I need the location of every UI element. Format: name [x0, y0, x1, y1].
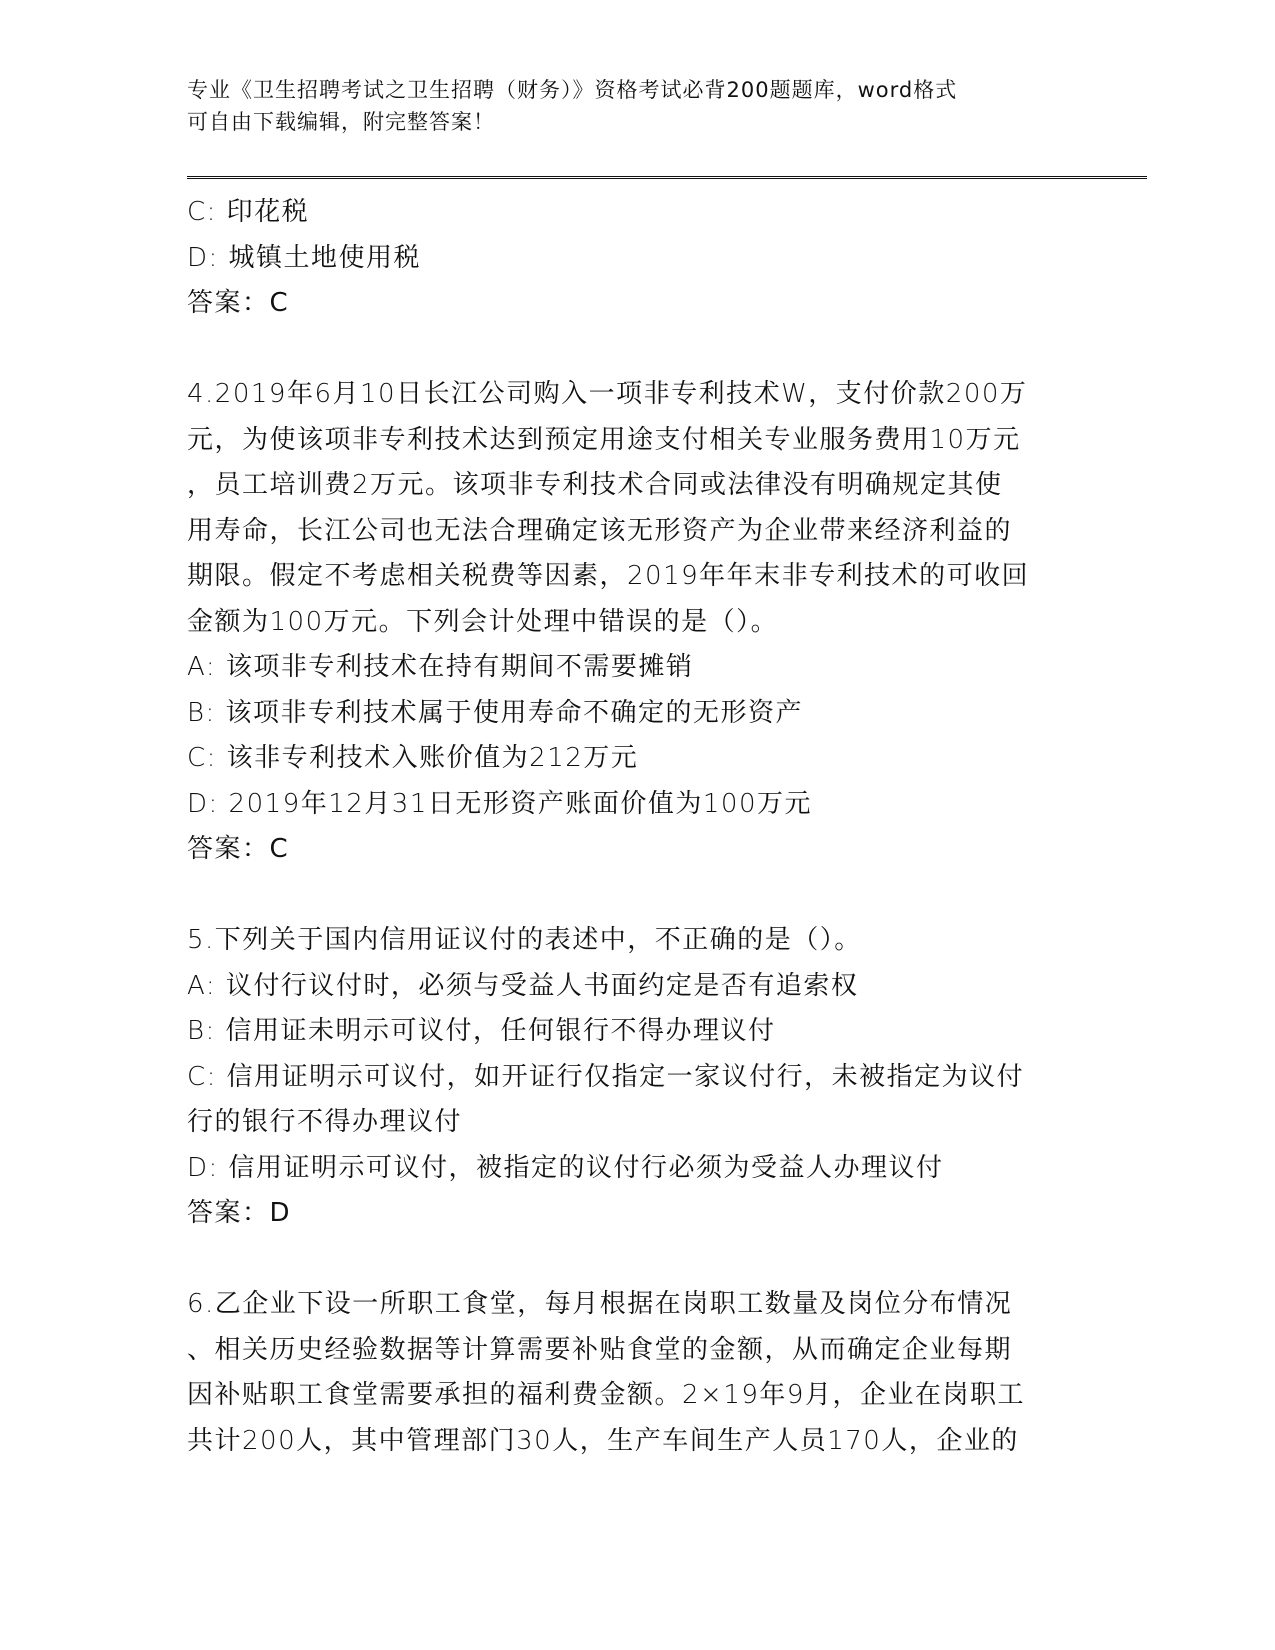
document-body — [187, 190, 1087, 1464]
spacer — [187, 1237, 1087, 1283]
q6-stem-line-3: 因补贴职工食堂需要承担的福利费金额。2×19年9月，企业在岗职工 — [187, 1380, 1025, 1410]
q5-option-c-line-2: 行的银行不得办理议付 — [187, 1107, 463, 1137]
header-divider — [187, 176, 1147, 179]
q6-stem-line-1: 6.乙企业下设一所职工食堂，每月根据在岗职工数量及岗位分布情况 — [187, 1289, 1013, 1319]
spacer — [187, 327, 1087, 373]
q4-stem-line-2: 元，为使该项非专利技术达到预定用途支付相关专业服务费用10万元 — [187, 424, 1021, 455]
q4-answer: 答案：C — [187, 834, 290, 864]
q4-stem-line-5: 期限。假定不考虑相关税费等因素，2019年年末非专利技术的可收回 — [187, 561, 1030, 591]
page-header — [187, 74, 1087, 138]
q5-answer: 答案：D — [187, 1198, 292, 1228]
q5-option-c-line-1: C: 信用证明示可议付，如开证行仅指定一家议付行，未被指定为议付 — [187, 1061, 1025, 1092]
q3-answer: 答案：C — [187, 288, 290, 318]
question-3-tail — [187, 190, 1087, 327]
question-5 — [187, 918, 1087, 1237]
q5-option-b: B: 信用证未明示可议付，任何银行不得办理议付 — [187, 1016, 776, 1046]
q5-stem: 5.下列关于国内信用证议付的表述中，不正确的是（）。 — [187, 925, 862, 955]
header-line-1: 专业《卫生招聘考试之卫生招聘（财务）》资格考试必背200题题库，word格式 — [187, 78, 958, 102]
q6-stem-line-2: 、相关历史经验数据等计算需要补贴食堂的金额，从而确定企业每期 — [187, 1334, 1013, 1365]
q6-stem-line-4: 共计200人，其中管理部门30人，生产车间生产人员170人，企业的 — [187, 1425, 1019, 1456]
q3-option-c: C: 印花税 — [187, 197, 310, 227]
q5-option-a: A: 议付行议付时，必须与受益人书面约定是否有追索权 — [187, 970, 859, 1001]
q4-stem-line-1: 4.2019年6月10日长江公司购入一项非专利技术W，支付价款200万 — [187, 379, 1028, 409]
q4-option-b: B: 该项非专利技术属于使用寿命不确定的无形资产 — [187, 697, 804, 728]
q4-option-c: C: 该非专利技术入账价值为212万元 — [187, 743, 639, 773]
q4-option-a: A: 该项非专利技术在持有期间不需要摊销 — [187, 652, 694, 682]
question-4 — [187, 372, 1087, 873]
q3-option-d: D: 城镇土地使用税 — [187, 242, 422, 273]
header-line-2: 可自由下载编辑，附完整答案！ — [187, 110, 495, 134]
question-6 — [187, 1282, 1087, 1464]
q4-option-d: D: 2019年12月31日无形资产账面价值为100万元 — [187, 788, 813, 819]
q4-stem-line-3: ，员工培训费2万元。该项非专利技术合同或法律没有明确规定其使 — [187, 470, 1003, 500]
q4-stem-line-4: 用寿命，长江公司也无法合理确定该无形资产为企业带来经济利益的 — [187, 515, 1013, 546]
q5-option-d: D: 信用证明示可议付，被指定的议付行必须为受益人办理议付 — [187, 1152, 944, 1183]
q4-stem-line-6: 金额为100万元。下列会计处理中错误的是（）。 — [187, 606, 779, 637]
spacer — [187, 873, 1087, 919]
